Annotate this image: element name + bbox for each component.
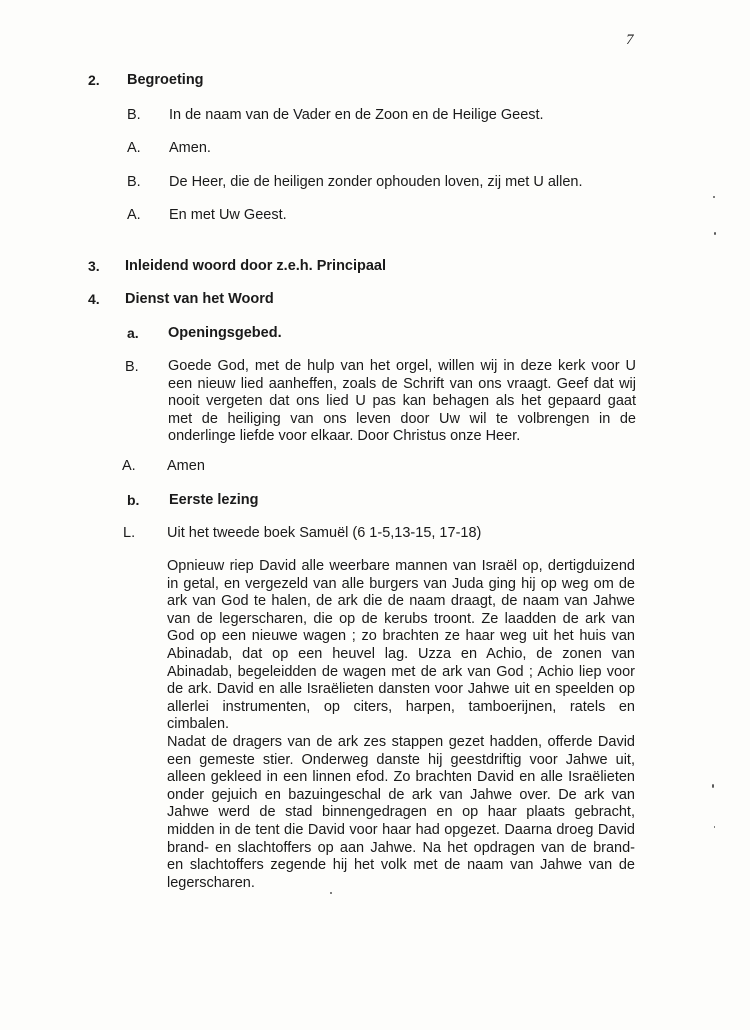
page-number: 7 — [626, 32, 634, 48]
reading-line: Opnieuw riep David alle weerbare mannen van Israël op, dertigduizend — [167, 558, 635, 574]
section-title-dienst: Dienst van het Woord — [125, 291, 274, 307]
speaker-label: L. — [123, 525, 136, 541]
greeting-line: En met Uw Geest. — [169, 207, 287, 223]
speaker-label: A. — [127, 207, 141, 223]
section-title-begroeting: Begroeting — [127, 72, 204, 88]
reading-line: brand- en slachtoffers op aan Jahwe. Na het opdragen van de brand- — [167, 839, 635, 856]
scan-speck — [714, 826, 715, 828]
subsection-title-openingsgebed: Openingsgebed. — [168, 325, 282, 341]
reading-line: een gemeste stier. Onderweg danste hij geestdriftig voor Jahwe uit, — [167, 751, 635, 768]
reading-line: de ark. David en alle Israëlieten dansten voor Jahwe uit en speelden op — [167, 681, 635, 698]
section-title-inleidend: Inleidend woord door z.e.h. Principaal — [125, 258, 387, 274]
section-number: 3. — [88, 258, 100, 274]
scan-speck — [330, 892, 332, 894]
prayer-line: onderlinge liefde voor elkaar. Door Christus onze Heer. — [168, 428, 521, 445]
prayer-response: Amen — [167, 458, 205, 474]
speaker-label: A. — [122, 458, 136, 474]
reading-line: ark van God te halen, de ark die de naam draagt, de naam van Jahwe — [167, 593, 635, 610]
reading-line: God op een nieuwe wagen ; zo brachten ze haar weg uit het huis van — [167, 628, 635, 645]
reading-line: Nadat de dragers van de ark zes stappen gezet hadden, offerde David — [167, 733, 635, 750]
reading-line: allerlei instrumenten, op citers, harpen, tamboerijnen, ratels en — [167, 698, 635, 715]
scan-speck — [713, 196, 715, 198]
reading-line: Abinadab, begeleidden de wagen met de ark van God ; Achio liep voor — [167, 663, 635, 680]
scan-speck — [712, 784, 714, 788]
speaker-label: B. — [127, 174, 141, 190]
section-number: 4. — [88, 291, 100, 307]
greeting-line: De Heer, die de heiligen zonder ophouden loven, zij met U allen. — [169, 174, 583, 190]
prayer-line: een nieuw lied aanheffen, zoals de Schrift van ons vraagt. Geef dat wij — [168, 375, 636, 392]
prayer-line: Goede God, met de hulp van het orgel, willen wij in deze kerk voor U — [168, 358, 636, 374]
reading-line: midden in de tent die David voor haar had opgezet. Daarna droeg David — [167, 821, 635, 838]
reading-line: legerscharen. — [167, 874, 255, 891]
greeting-line: Amen. — [169, 140, 211, 156]
greeting-line: In de naam van de Vader en de Zoon en de Heilige Geest. — [169, 107, 544, 123]
reading-reference: Uit het tweede boek Samuël (6 1-5,13-15, 17-18) — [167, 525, 482, 541]
reading-line: in getal, en vergezeld van alle burgers van Juda ging hij op weg om de — [167, 575, 635, 592]
reading-paragraph — [167, 558, 635, 892]
speaker-label: A. — [127, 140, 141, 156]
scan-speck — [714, 232, 716, 235]
subsection-letter: a. — [127, 325, 139, 341]
section-number: 2. — [88, 72, 100, 88]
prayer-line: nooit vergeten dat ons lied U pas kan behagen als het gepaard gaat — [168, 393, 636, 410]
subsection-letter: b. — [127, 492, 140, 508]
reading-line: Jahwe werd de stad binnengedragen en op haar plaats gebracht, — [167, 804, 635, 821]
reading-line: onder gejuich en bazuingeschal de ark van Jahwe over. De ark van — [167, 786, 635, 803]
reading-line: van de legerscharen, die op de kerubs troont. Ze laadden de ark van — [167, 610, 635, 627]
reading-line: Abinadab, dat op een heuvel lag. Uzza en Achio, de zonen van — [167, 645, 635, 662]
reading-line: en slachtoffers zegende hij het volk met de naam van Jahwe van de — [167, 857, 635, 874]
reading-line: cimbalen. — [167, 716, 230, 733]
prayer-line: met de heiliging van ons leven door Uw wil te volbrengen in de — [168, 410, 636, 427]
prayer-paragraph — [168, 358, 636, 446]
speaker-label: B. — [127, 107, 141, 123]
subsection-title-eerste-lezing: Eerste lezing — [169, 492, 259, 508]
reading-line: alleen gekleed in een linnen efod. Zo brachten David en alle Israëlieten — [167, 769, 635, 786]
speaker-label: B. — [125, 359, 139, 375]
